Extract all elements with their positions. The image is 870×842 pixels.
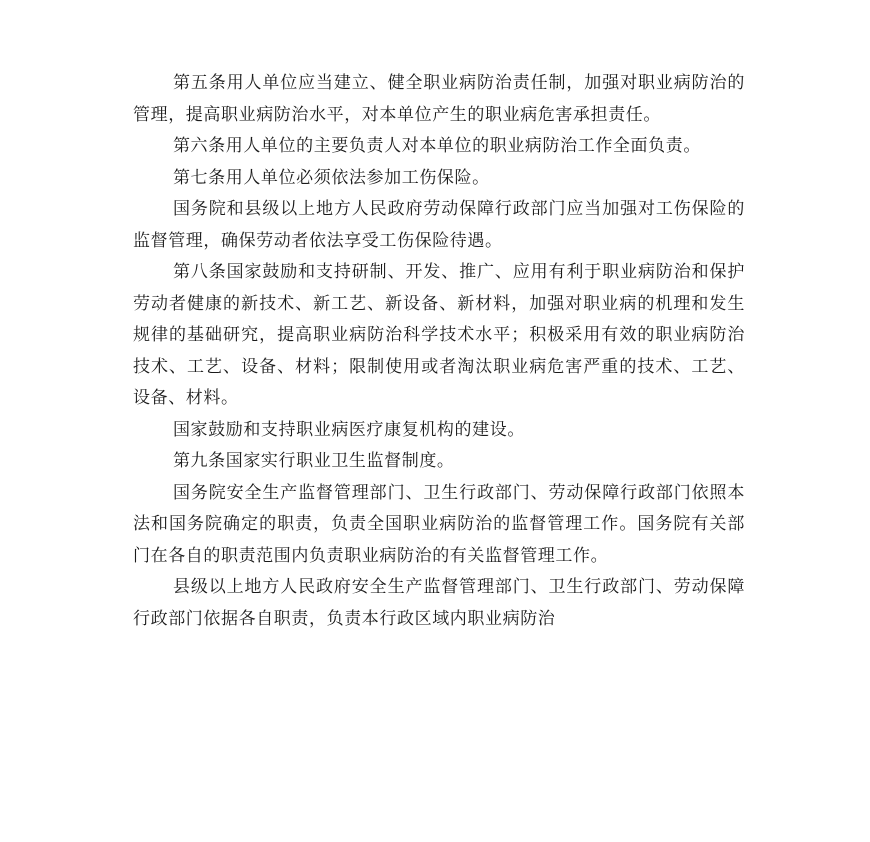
document-page <box>133 68 745 635</box>
paragraph-article-9-clause-3: 县级以上地方人民政府安全生产监督管理部门、卫生行政部门、劳动保障行政部门依据各自职责，负责本行政区域内职业病防治 <box>133 577 745 629</box>
paragraph-article-7: 第七条用人单位必须依法参加工伤保险。 <box>172 167 490 188</box>
paragraph-article-8-clause-2: 国家鼓励和支持职业病医疗康复机构的建设。 <box>172 419 525 440</box>
paragraph-article-9-clause-2: 国务院安全生产监督管理部门、卫生行政部门、劳动保障行政部门依照本法和国务院确定的职责，负责全国职业病防治的监督管理工作。国务院有关部门在各自的职责范围内负责职业病防治的有关监督管理工作。 <box>133 482 745 566</box>
paragraph-article-9: 第九条国家实行职业卫生监督制度。 <box>172 451 455 471</box>
paragraph-article-7-clause-2: 国务院和县级以上地方人民政府劳动保障行政部门应当加强对工伤保险的监督管理，确保劳动者依法享受工伤保险待遇。 <box>133 199 745 251</box>
paragraph-article-6: 第六条用人单位的主要负责人对本单位的职业病防治工作全面负责。 <box>172 136 701 156</box>
paragraph-article-5: 第五条用人单位应当建立、健全职业病防治责任制，加强对职业病防治的管理，提高职业病防治水平，对本单位产生的职业病危害承担责任。 <box>133 73 745 125</box>
paragraph-article-8: 第八条国家鼓励和支持研制、开发、推广、应用有利于职业病防治和保护劳动者健康的新技术、新工艺、新设备、新材料，加强对职业病的机理和发生规律的基础研究，提高职业病防治科学技术水平；积极采用有效的职业病防治技术、工艺、设备、材料；限制使用或者淘汰职业病危害严重的技术、工艺、设备、材料。 <box>133 262 745 408</box>
